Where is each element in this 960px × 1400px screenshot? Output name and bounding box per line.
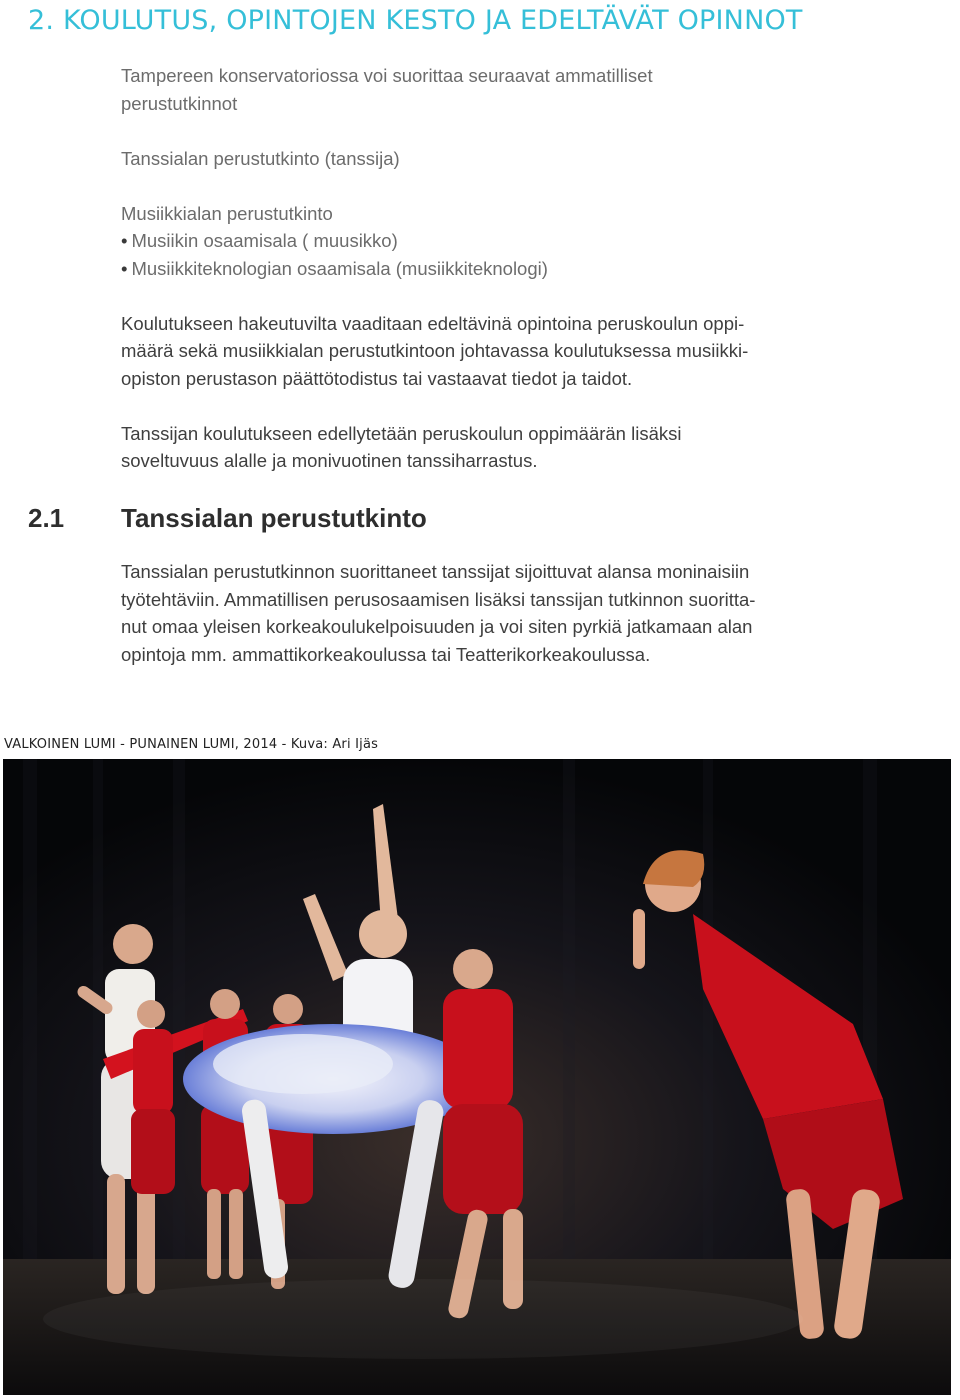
requirements-line: määrä sekä musiikkialan perustutkintoon johtavassa koulutuksessa musiikki- (121, 340, 749, 361)
music-degree (121, 200, 861, 283)
requirements-line: Koulutukseen hakeutuvilta vaaditaan edeltävinä opintoina peruskoulun oppi- (121, 312, 745, 334)
music-degree-title: Musiikkialan perustutkinto (121, 202, 333, 224)
intro-line: Tampereen konservatoriossa voi suorittaa seuraavat ammatilliset (121, 65, 653, 86)
bullet-text: Musiikkiteknologian osaamisala (musiikkiteknologi) (131, 257, 548, 279)
requirements-paragraph (121, 310, 861, 393)
photo-caption: VALKOINEN LUMI - PUNAINEN LUMI, 2014 - Kuva: Ari Ijäs (4, 737, 379, 752)
section-paragraph (121, 558, 881, 668)
photo-illustration (3, 759, 951, 1395)
section-line: nut omaa yleisen korkeakoulukelpoisuuden ja voi siten pyrkiä jatkamaan alan (121, 616, 753, 637)
music-degree-bullet (121, 227, 861, 255)
section-title: Tanssialan perustutkinto (121, 503, 427, 533)
section-number: 2.1 (28, 503, 65, 533)
section-line: työtehtäviin. Ammatillisen perusosaamisen lisäksi tanssijan tutkinnon suoritta- (121, 588, 756, 610)
bullet-icon: • (121, 230, 128, 251)
music-degree-bullet (121, 255, 861, 283)
dance-degree-text: Tanssialan perustutkinto (tanssija) (121, 147, 400, 169)
bullet-icon: • (121, 257, 128, 279)
bullet-text: Musiikin osaamisala ( muusikko) (131, 230, 398, 251)
intro-content (121, 62, 861, 475)
page-heading: 2. KOULUTUS, OPINTOJEN KESTO JA EDELTÄVÄT OPINNOT (28, 5, 803, 36)
dancer-requirements-line: Tanssijan koulutukseen edellytetään peruskoulun oppimäärän lisäksi (121, 422, 682, 444)
dance-performance-photo (3, 759, 951, 1395)
dancer-requirements-paragraph (121, 420, 861, 475)
dance-degree (121, 145, 861, 173)
section-line: Tanssialan perustutkinnon suorittaneet tanssijat sijoittuvat alansa moninaisiin (121, 561, 750, 582)
intro-line: perustutkinnot (121, 92, 238, 114)
section-line: opintoja mm. ammattikorkeakoulussa tai Teatterikorkeakoulussa. (121, 643, 651, 665)
requirements-line: opiston perustason päättötodistus tai vastaavat tiedot ja taidot. (121, 367, 633, 389)
section-body (121, 558, 881, 668)
dancer-requirements-line: soveltuvuus alalle ja monivuotinen tanssiharrastus. (121, 450, 538, 471)
intro-paragraph (121, 62, 861, 117)
